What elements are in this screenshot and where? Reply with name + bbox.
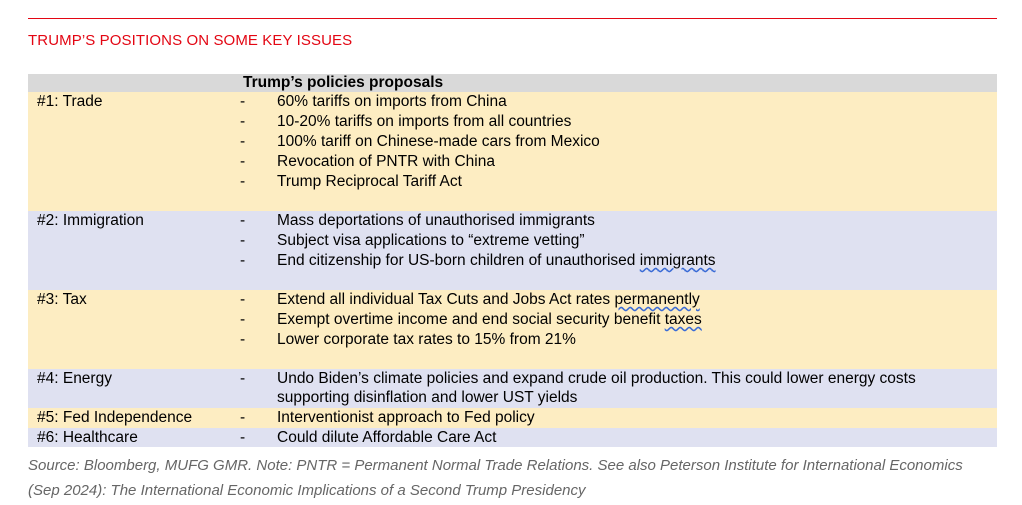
spellcheck-word: taxes	[664, 311, 702, 328]
policy-list	[240, 290, 993, 350]
policy-item: - Mass deportations of unauthorised immigrants	[240, 212, 595, 229]
page-title: TRUMP’S POSITIONS ON SOME KEY ISSUES	[28, 32, 353, 49]
table-header	[28, 74, 997, 92]
policy-item: - Lower corporate tax rates to 15% from 21%	[240, 331, 576, 348]
policy-item: - 100% tariff on Chinese-made cars from Mexico	[240, 133, 600, 150]
policy-list	[240, 92, 993, 192]
policy-item: - Subject visa applications to “extreme vetting”	[240, 232, 585, 249]
policy-item: - Could dilute Affordable Care Act	[240, 429, 497, 446]
source-note: Source: Bloomberg, MUFG GMR. Note: PNTR = Permanent Normal Trade Relations. See also Peterson Institute for International Economics (Sep 2024): The International Economic Implications of a Second Trump Presidency	[28, 457, 963, 499]
policy-item-continuation: supporting disinflation and lower UST yields	[277, 389, 578, 406]
top-rule	[28, 18, 997, 19]
policy-item: - Revocation of PNTR with China	[240, 153, 495, 170]
policy-list	[240, 211, 993, 271]
policy-item: - Interventionist approach to Fed policy	[240, 409, 535, 426]
spellcheck-word: immigrants	[639, 252, 716, 269]
table-row-trade	[28, 92, 997, 211]
policy-item: - End citizenship for US-born children of unauthorised immigrants	[240, 252, 716, 269]
issue-label: #5: Fed Independence	[37, 409, 193, 426]
policy-item: - Trump Reciprocal Tariff Act	[240, 173, 462, 190]
table-row-healthcare	[28, 428, 997, 447]
policy-table	[28, 74, 997, 447]
issue-label: #1: Trade	[37, 93, 103, 110]
policy-item: - 10-20% tariffs on imports from all countries	[240, 113, 572, 130]
policy-list	[240, 428, 993, 447]
table-row-tax	[28, 290, 997, 369]
policy-item: - Extend all individual Tax Cuts and Jobs Act rates permanently	[240, 291, 700, 308]
policies-header: Trump’s policies proposals	[243, 74, 444, 91]
spellcheck-word: permanently	[614, 291, 700, 308]
issue-label: #6: Healthcare	[37, 429, 138, 446]
policy-list	[240, 408, 993, 428]
table-row-immigration	[28, 211, 997, 290]
policy-item: - Undo Biden’s climate policies and expand crude oil production. This could lower energy costs	[240, 370, 916, 387]
issue-label: #3: Tax	[37, 291, 87, 308]
issue-label: #2: Immigration	[37, 212, 144, 229]
table-row-energy	[28, 369, 997, 408]
table-row-fed-independence	[28, 408, 997, 428]
policy-list	[240, 369, 993, 406]
policy-item: - Exempt overtime income and end social security benefit taxes	[240, 311, 702, 328]
policy-item: - 60% tariffs on imports from China	[240, 93, 507, 110]
issue-label: #4: Energy	[37, 370, 112, 387]
